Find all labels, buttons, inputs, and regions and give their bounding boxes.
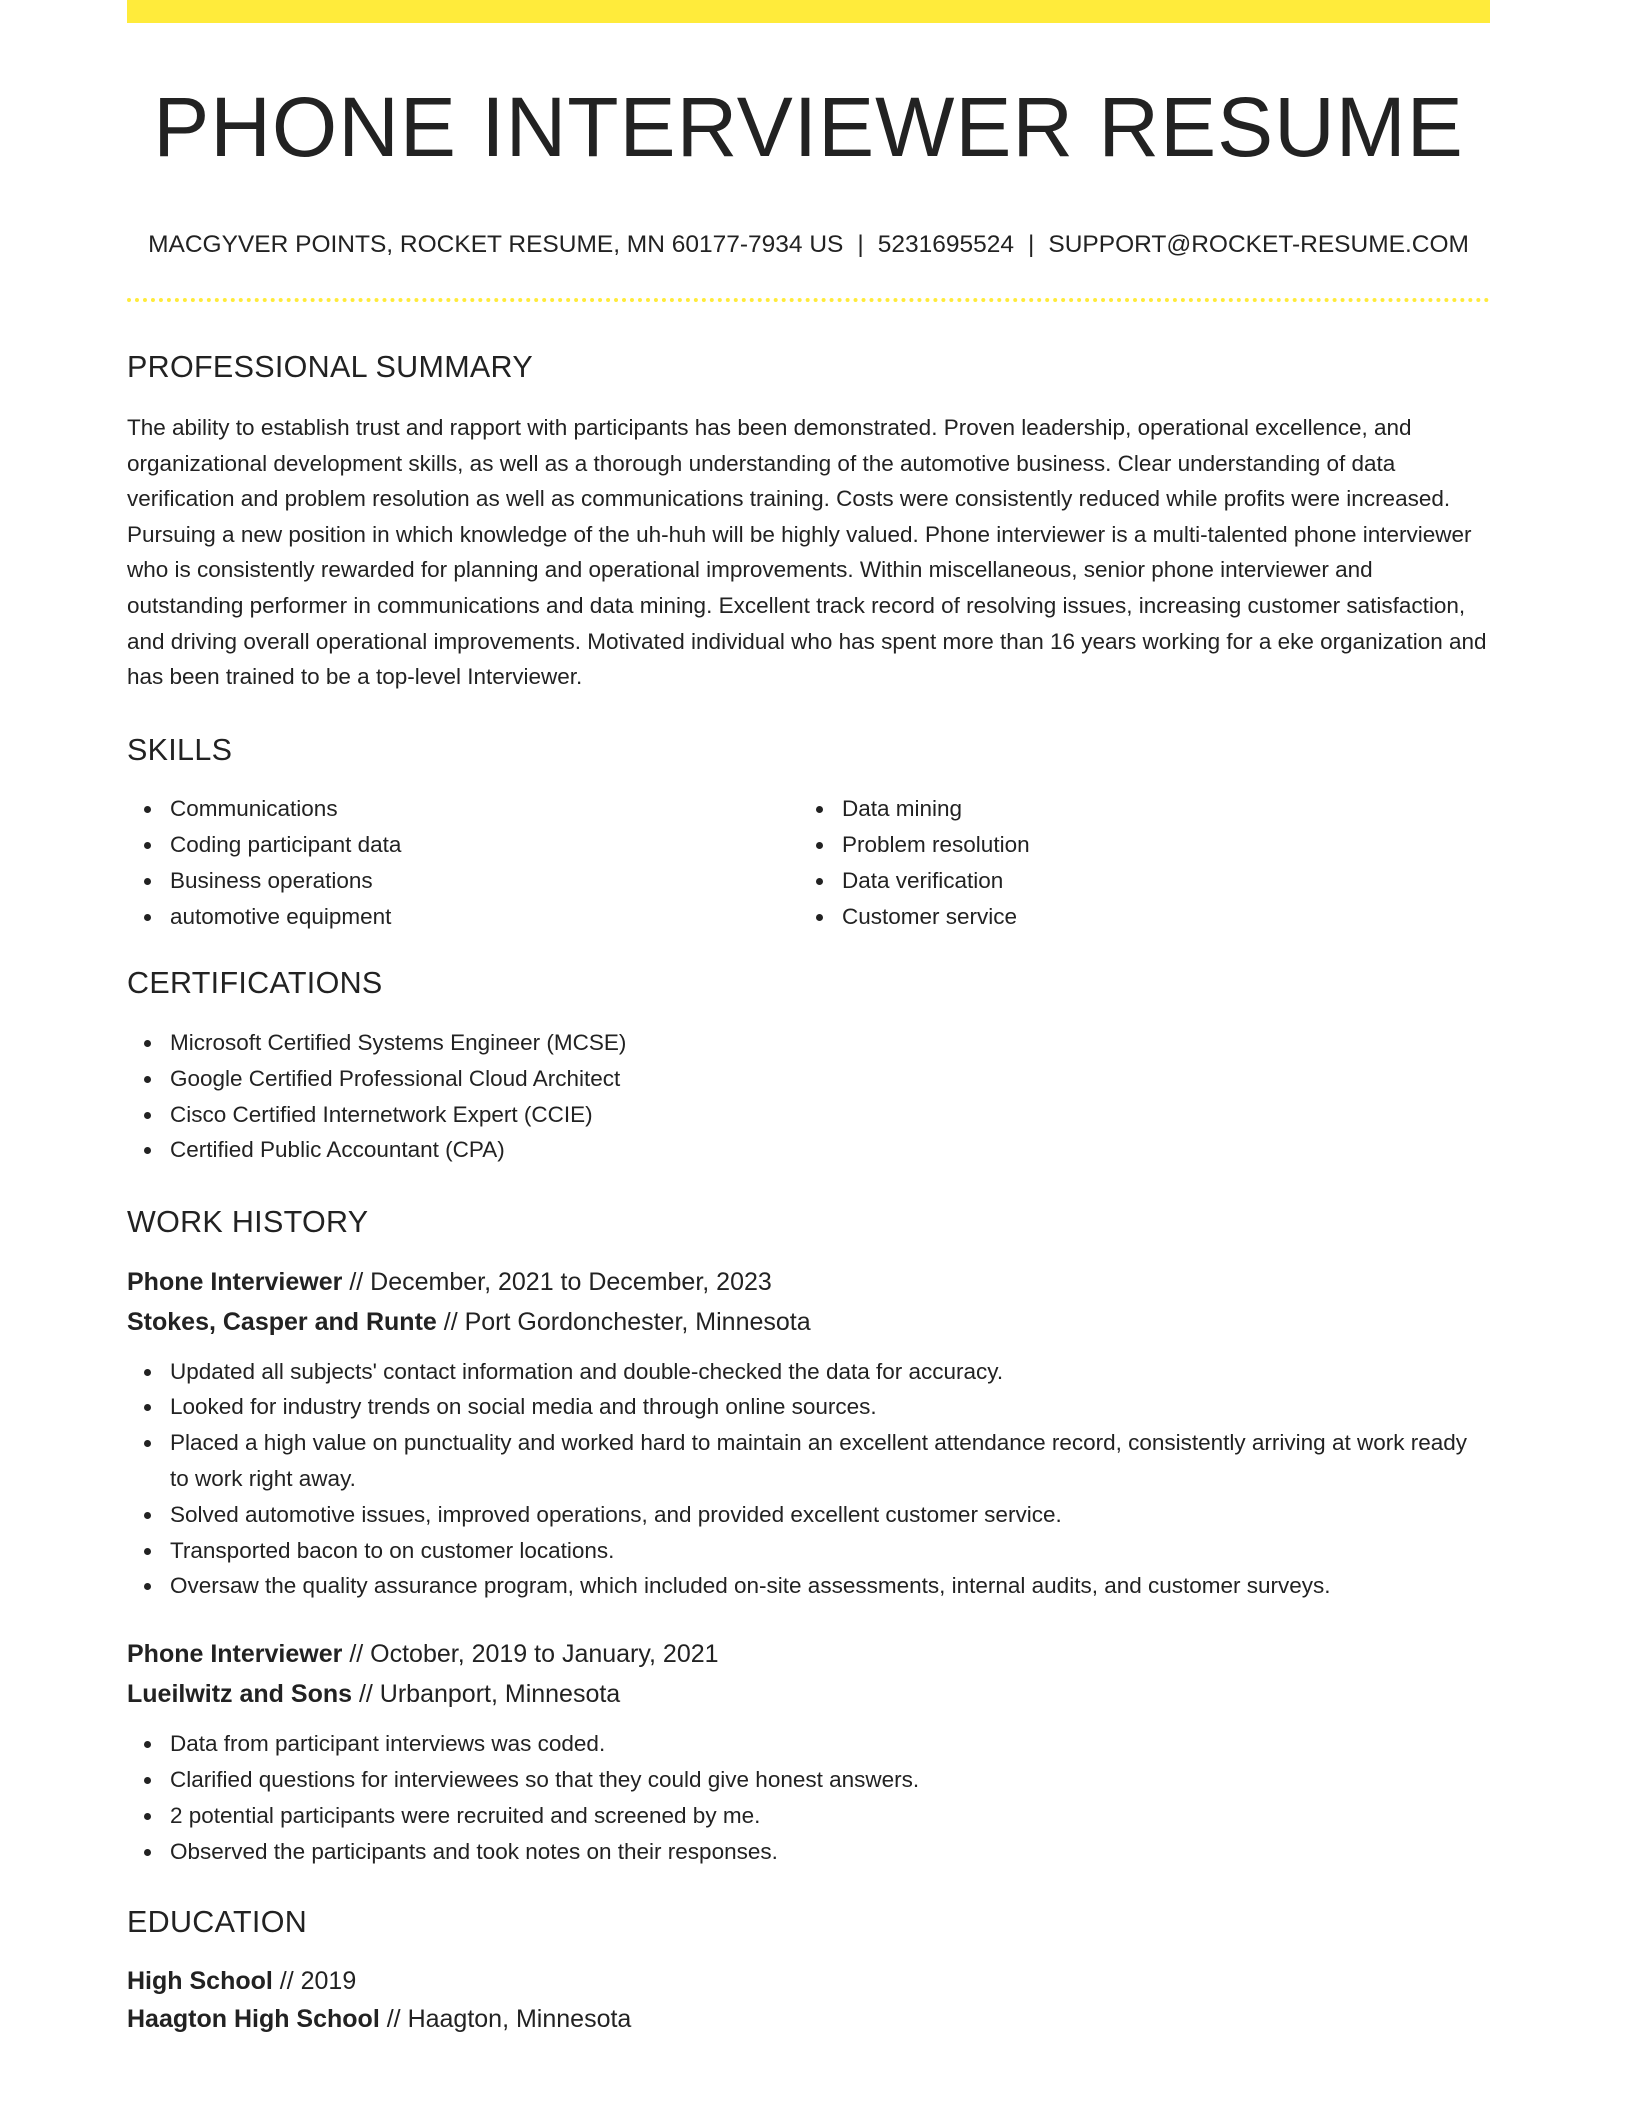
- job-location: // Urbanport, Minnesota: [358, 1680, 621, 1709]
- work-history-section: [127, 1207, 1490, 1869]
- contact-phone: 5231695524: [877, 231, 1014, 258]
- job-bullet: Oversaw the quality assurance program, which included on-site assessments, internal audits, and customer surveys.: [127, 1568, 1490, 1604]
- skill-item: Data mining: [799, 791, 1471, 827]
- job-title: Phone Interviewer: [127, 1267, 343, 1296]
- education-school: Haagton High School: [127, 2004, 380, 2033]
- contact-separator: |: [1028, 231, 1035, 258]
- summary-section: [127, 349, 1490, 695]
- contact-separator: |: [857, 231, 864, 258]
- skill-item: Customer service: [799, 899, 1471, 935]
- skill-item: Coding participant data: [127, 827, 799, 863]
- job-bullet: Data from participant interviews was coded.: [127, 1726, 1490, 1762]
- skills-right-list: [799, 791, 1471, 934]
- job-company: Lueilwitz and Sons: [127, 1680, 353, 1709]
- job-bullet: Looked for industry trends on social media and through online sources.: [127, 1389, 1490, 1425]
- skills-heading: SKILLS: [127, 732, 233, 767]
- certifications-heading: CERTIFICATIONS: [127, 966, 383, 1001]
- job-bullet: Placed a high value on punctuality and worked hard to maintain an excellent attendance record, consistently arriving at work ready to work right away.: [127, 1425, 1490, 1497]
- job-bullets: [127, 1726, 1490, 1869]
- skill-item: Business operations: [127, 863, 799, 899]
- job-location: // Port Gordonchester, Minnesota: [443, 1307, 811, 1336]
- job-dates: // December, 2021 to December, 2023: [349, 1267, 772, 1296]
- contact-address: MACGYVER POINTS, ROCKET RESUME, MN 60177-7934 US: [148, 231, 844, 258]
- skills-grid: [127, 791, 1490, 934]
- job-dates: // October, 2019 to January, 2021: [349, 1640, 719, 1669]
- education-degree-line: [127, 1962, 1490, 2000]
- education-year: // 2019: [279, 1966, 357, 1995]
- job-company-line: [127, 1302, 1490, 1342]
- skills-section: [127, 732, 1490, 935]
- job-title-line: [127, 1634, 1490, 1674]
- contact-line: [127, 233, 1490, 258]
- job-bullets: [127, 1354, 1490, 1605]
- certification-item: Certified Public Accountant (CPA): [127, 1132, 1490, 1168]
- summary-heading: PROFESSIONAL SUMMARY: [127, 349, 533, 384]
- job-company: Stokes, Casper and Runte: [127, 1307, 437, 1336]
- education-heading: EDUCATION: [127, 1905, 308, 1940]
- job-bullet: Clarified questions for interviewees so that they could give honest answers.: [127, 1762, 1490, 1798]
- certification-item: Google Certified Professional Cloud Architect: [127, 1061, 1490, 1097]
- contact-email: SUPPORT@ROCKET-RESUME.COM: [1048, 231, 1469, 258]
- certification-item: Cisco Certified Internetwork Expert (CCIE): [127, 1097, 1490, 1133]
- dotted-divider: [127, 298, 1490, 302]
- certification-item: Microsoft Certified Systems Engineer (MCSE): [127, 1025, 1490, 1061]
- skills-left-list: [127, 791, 799, 934]
- skill-item: automotive equipment: [127, 899, 799, 935]
- education-location: // Haagton, Minnesota: [386, 2004, 632, 2033]
- certifications-list: [127, 1025, 1490, 1168]
- accent-top-bar: [127, 0, 1490, 23]
- skill-item: Data verification: [799, 863, 1471, 899]
- certifications-section: [127, 968, 1490, 1168]
- skill-item: Communications: [127, 791, 799, 827]
- resume-page: [127, 0, 1490, 2038]
- job-bullet: Observed the participants and took notes on their responses.: [127, 1834, 1490, 1870]
- job-title: Phone Interviewer: [127, 1640, 343, 1669]
- job-company-line: [127, 1674, 1490, 1714]
- education-school-line: [127, 2000, 1490, 2038]
- job-bullet: Transported bacon to on customer locations.: [127, 1533, 1490, 1569]
- job-bullet: Updated all subjects' contact information and double-checked the data for accuracy.: [127, 1354, 1490, 1390]
- skill-item: Problem resolution: [799, 827, 1471, 863]
- job-title-line: [127, 1262, 1490, 1302]
- education-degree: High School: [127, 1966, 273, 1995]
- job-bullet: Solved automotive issues, improved operations, and provided excellent customer service.: [127, 1497, 1490, 1533]
- job-bullet: 2 potential participants were recruited and screened by me.: [127, 1798, 1490, 1834]
- resume-title: PHONE INTERVIEWER RESUME: [153, 80, 1464, 174]
- education-section: [127, 1907, 1490, 2038]
- work-history-heading: WORK HISTORY: [127, 1205, 369, 1240]
- summary-text: The ability to establish trust and rapport with participants has been demonstrated. Proven leadership, operational excellence, and organizational development skills, as well as a thorough understanding of the automotive business. Clear understanding of data verification and problem resolution as well as communications training. Costs were consistently reduced while profits were increased. Pursuing a new position in which knowledge of the uh-huh will be highly valued. Phone interviewer is a multi-talented phone interviewer who is consistently rewarded for planning and operational improvements. Within miscellaneous, senior phone interviewer and outstanding performer in communications and data mining. Excellent track record of resolving issues, increasing customer satisfaction, and driving overall operational improvements. Motivated individual who has spent more than 16 years working for a eke organization and has been trained to be a top-level Interviewer.: [127, 415, 1487, 690]
